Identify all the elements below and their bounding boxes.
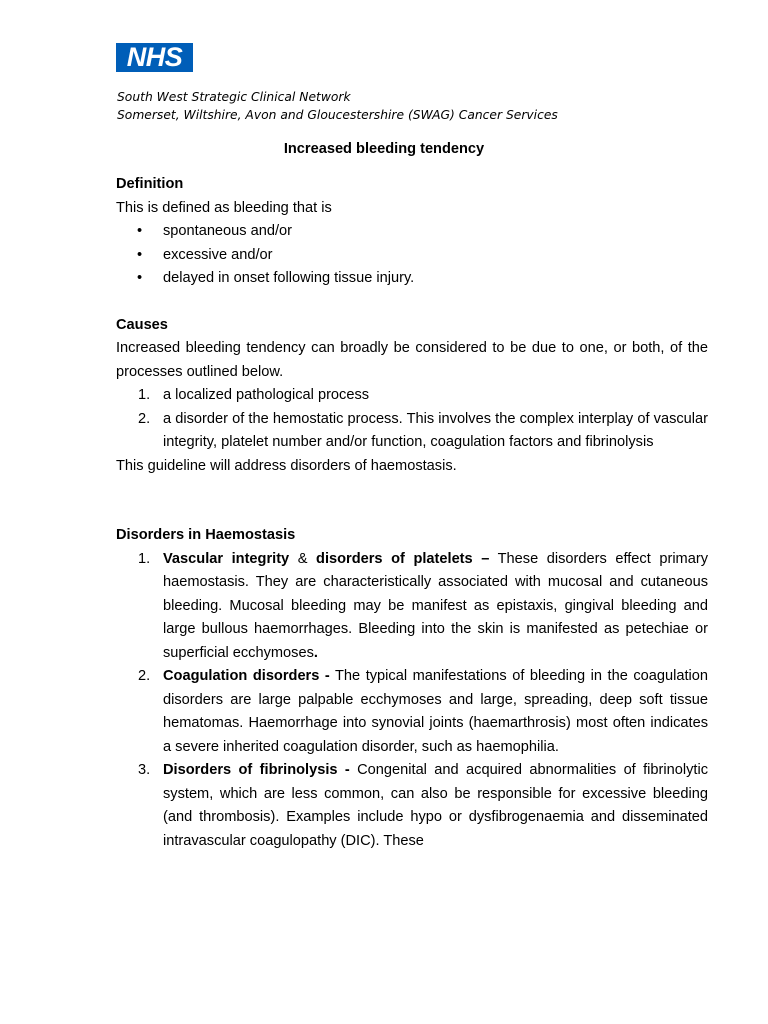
list-text: a disorder of the hemostatic process. This involves the complex interplay of vascular integrity, platelet number and/or function, coagulation factors and fibrinolysis xyxy=(163,410,708,450)
causes-list xyxy=(116,384,708,455)
list-number: 3. xyxy=(138,762,151,778)
list-number: 1. xyxy=(138,550,151,567)
list-number: 2. xyxy=(138,668,151,684)
list-item xyxy=(116,759,708,853)
item-label: Coagulation disorders - xyxy=(163,668,330,684)
list-item xyxy=(116,408,708,455)
causes-outro: This guideline will address disorders of haemostasis. xyxy=(116,457,457,474)
nhs-logo: NHS xyxy=(116,43,193,72)
document-title: Increased bleeding tendency xyxy=(283,141,485,157)
spacer xyxy=(116,291,708,314)
list-item xyxy=(116,665,708,759)
causes-intro: Increased bleeding tendency can broadly be considered to be due to one, or both, of the processes outlined below. xyxy=(116,340,708,380)
item-amp: & xyxy=(289,550,317,567)
document-body xyxy=(116,173,708,853)
list-item: • excessive and/or xyxy=(116,244,708,268)
disorders-heading: Disorders in Haemostasis xyxy=(116,527,296,543)
definition-intro: This is defined as bleeding that is xyxy=(116,199,332,216)
causes-heading: Causes xyxy=(116,316,168,333)
list-item: • spontaneous and/or xyxy=(116,220,708,244)
definition-list xyxy=(116,220,708,291)
list-item: • delayed in onset following tissue injury. xyxy=(116,267,708,291)
item-label: Vascular integrity xyxy=(163,550,290,567)
definition-heading: Definition xyxy=(116,176,184,192)
item-label: Disorders of fibrinolysis - xyxy=(163,762,350,778)
list-text: a localized pathological process xyxy=(163,387,370,403)
list-text: Congenital and acquired abnormalities of fibrinolytic system, which are less common, can also be responsible for excessive bleeding (and thrombosis). Examples include hypo or dysfibrogenaemia and disseminated intravascular coagulopathy (DIC). These xyxy=(163,762,709,849)
item-label: disorders of platelets – xyxy=(316,550,490,567)
spacer xyxy=(116,478,708,524)
list-item xyxy=(116,548,708,666)
list-text: These disorders effect primary haemostasis. They are characteristically associated with mucosal and cutaneous bleeding. Mucosal bleeding may be manifest as epistaxis, gingival bleeding and large bullous haemorrhages. Bleeding into the skin is manifested as petechiae or superficial ecchymoses xyxy=(163,550,708,661)
item-end: . xyxy=(313,644,318,661)
list-number: 1. xyxy=(138,387,151,403)
disorders-list xyxy=(116,548,708,854)
list-item xyxy=(116,384,708,408)
org-line-1: South West Strategic Clinical Network xyxy=(117,90,351,104)
list-number: 2. xyxy=(138,410,151,427)
org-line-2: Somerset, Wiltshire, Avon and Gloucestershire (SWAG) Cancer Services xyxy=(117,108,558,122)
list-text: The typical manifestations of bleeding in the coagulation disorders are large palpable ecchymoses and large, spreading, deep soft tissue hematomas. Haemorrhage into synovial joints (haemarthrosis) most often indicates a severe inherited coagulation disorder, such as haemophilia. xyxy=(163,668,708,755)
